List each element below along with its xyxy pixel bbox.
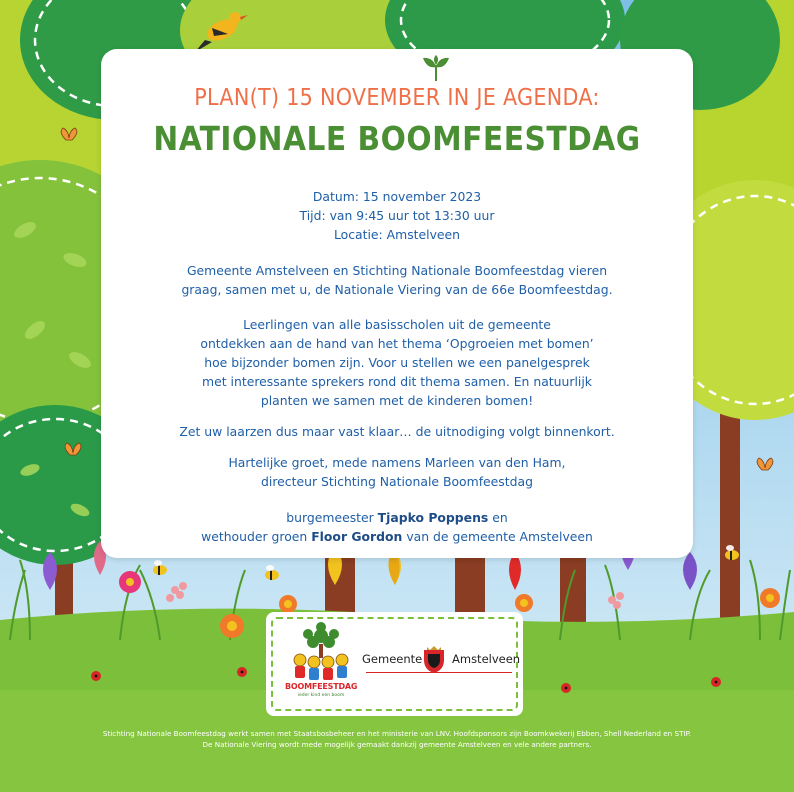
footer-line: De Nationale Viering wordt mede mogelijk gemaakt dankzij gemeente Amstelveen en vele andere partners. (202, 740, 592, 749)
signoff-line-mayor (101, 508, 693, 527)
ladybug-icon (91, 671, 101, 681)
signoff-text: van de gemeente Amstelveen (402, 529, 593, 544)
sprout-icon (419, 55, 453, 81)
heading-event-title: NATIONALE BOOMFEESTDAG (153, 119, 641, 158)
amstelveen-crest-icon (422, 646, 446, 674)
paragraph-line: hoe bijzonder bomen zijn. Voor u stellen we een panelgesprek (204, 355, 590, 370)
ladybug-icon (711, 677, 721, 687)
ladybug-icon (561, 683, 571, 693)
program-paragraph (101, 315, 693, 410)
daisy-flower-icon (760, 588, 780, 608)
signoff-line-alderman (101, 527, 693, 546)
paragraph-line: planten we samen met de kinderen bomen! (260, 393, 534, 408)
paragraph-line: Leerlingen van alle basisscholen uit de gemeente (243, 317, 551, 332)
boomfeestdag-logo-name: BOOMFEESTDAG (285, 682, 358, 691)
signoff-text: wethouder groen (201, 529, 312, 544)
paragraph-line: ontdekken aan de hand van het thema ‘Opgroeien met bomen’ (200, 336, 594, 351)
event-details (101, 187, 693, 244)
boots-paragraph (101, 422, 693, 441)
sponsor-footer (0, 728, 794, 750)
gemeente-logo-label: Gemeente (362, 652, 423, 666)
invitation-card (101, 49, 693, 558)
heading-date-reminder: PLAN(T) 15 NOVEMBER IN JE AGENDA: (194, 85, 600, 111)
footer-line: Stichting Nationale Boomfeestdag werkt samen met Staatsbosbeheer en het ministerie van LNV. Hoofdsponsors zijn Boomkwekerij Ebben, Shell Nederland en STIP. (102, 729, 692, 738)
paragraph-line: Gemeente Amstelveen en Stichting Nationale Boomfeestdag vieren (186, 263, 608, 278)
gemeente-logo-underline (366, 672, 512, 673)
partner-logos (266, 612, 523, 716)
boomfeestdag-logo-tagline: ieder kind een boom (297, 693, 345, 698)
daisy-flower-icon (119, 571, 141, 593)
intro-paragraph (101, 261, 693, 299)
signoff (101, 508, 693, 546)
ladybug-icon (237, 667, 247, 677)
event-date: Datum: 15 november 2023 (312, 189, 482, 204)
paragraph-line: Hartelijke groet, mede namens Marleen van den Ham, (228, 455, 566, 470)
signoff-text: burgemeester (286, 510, 378, 525)
paragraph-line: directeur Stichting Nationale Boomfeestdag (261, 474, 533, 489)
daisy-flower-icon (220, 614, 244, 638)
event-location: Locatie: Amstelveen (333, 227, 461, 242)
daisy-flower-icon (515, 594, 533, 612)
alderman-name: Floor Gordon (311, 529, 403, 544)
paragraph-line: met interessante sprekers rond dit thema samen. En natuurlijk (202, 374, 592, 389)
gemeente-logo-name: Amstelveen (452, 652, 521, 666)
paragraph-line: Zet uw laarzen dus maar vast klaar… de uitnodiging volgt binnenkort. (179, 424, 615, 439)
boomfeestdag-logo-icon (286, 622, 356, 704)
signoff-text: en (488, 510, 508, 525)
paragraph-line: graag, samen met u, de Nationale Viering van de 66e Boomfeestdag. (181, 282, 613, 297)
mayor-name: Tjapko Poppens (377, 510, 489, 525)
greeting-paragraph (101, 453, 693, 491)
event-time: Tijd: van 9:45 uur tot 13:30 uur (299, 208, 495, 223)
daisy-flower-icon (279, 595, 297, 613)
